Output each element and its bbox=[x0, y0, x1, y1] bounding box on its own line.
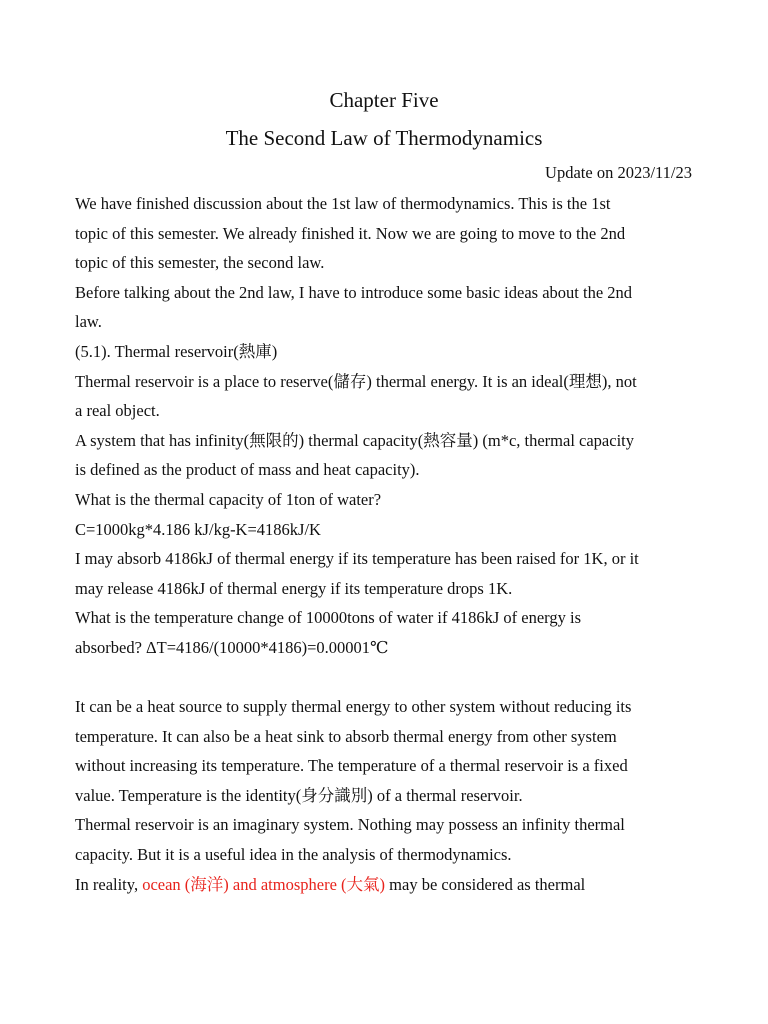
body-line: I may absorb 4186kJ of thermal energy if its temperature has been raised for 1K, or it bbox=[75, 549, 639, 569]
body-line: It can be a heat source to supply thermal energy to other system without reducing its bbox=[75, 697, 632, 717]
section-heading: (5.1). Thermal reservoir(熱庫) bbox=[75, 341, 278, 361]
body-line: A system that has infinity(無限的) thermal capacity(熱容量) (m*c, thermal capacity bbox=[75, 430, 635, 450]
chapter-heading: Chapter Five bbox=[329, 88, 439, 112]
body-line: What is the thermal capacity of 1ton of water? bbox=[75, 489, 382, 509]
last-line-suffix: may be considered as thermal bbox=[385, 874, 586, 894]
body-line: capacity. But it is a useful idea in the analysis of thermodynamics. bbox=[75, 845, 512, 865]
body-line: We have finished discussion about the 1st law of thermodynamics. This is the 1st bbox=[75, 194, 611, 213]
body-line: may release 4186kJ of thermal energy if its temperature drops 1K. bbox=[75, 578, 513, 598]
body-line: What is the temperature change of 10000tons of water if 4186kJ of energy is bbox=[75, 608, 582, 628]
body-line: without increasing its temperature. The temperature of a thermal reservoir is a fixed bbox=[75, 756, 628, 776]
body-line: Thermal reservoir is a place to reserve(儲存) thermal energy. It is an ideal(理想), not bbox=[75, 371, 637, 391]
body-line: value. Temperature is the identity(身分識別) of a thermal reservoir. bbox=[75, 785, 523, 805]
body-line: absorbed? ΔT=4186/(10000*4186)=0.00001℃ bbox=[75, 637, 389, 657]
body-line: a real object. bbox=[75, 401, 160, 421]
body-line: topic of this semester. We already finished it. Now we are going to move to the 2nd bbox=[75, 223, 626, 243]
body-line: C=1000kg*4.186 kJ/kg-K=4186kJ/K bbox=[75, 519, 321, 539]
update-date: Update on 2023/11/23 bbox=[545, 163, 692, 182]
body-line: Thermal reservoir is an imaginary system. Nothing may possess an infinity thermal bbox=[75, 815, 625, 835]
body-line: topic of this semester, the second law. bbox=[75, 253, 325, 273]
body-line: is defined as the product of mass and heat capacity). bbox=[75, 460, 420, 480]
document-body bbox=[75, 189, 700, 899]
last-line-prefix: In reality, bbox=[75, 874, 143, 894]
body-line: Before talking about the 2nd law, I have to introduce some basic ideas about the 2nd bbox=[75, 282, 633, 302]
body-line: law. bbox=[75, 312, 102, 332]
highlighted-text: ocean (海洋) and atmosphere (大氣) bbox=[142, 874, 386, 894]
body-line: temperature. It can also be a heat sink to absorb thermal energy from other system bbox=[75, 726, 617, 746]
last-line bbox=[75, 870, 700, 900]
blank-line bbox=[75, 663, 700, 693]
chapter-title: The Second Law of Thermodynamics bbox=[225, 126, 543, 150]
